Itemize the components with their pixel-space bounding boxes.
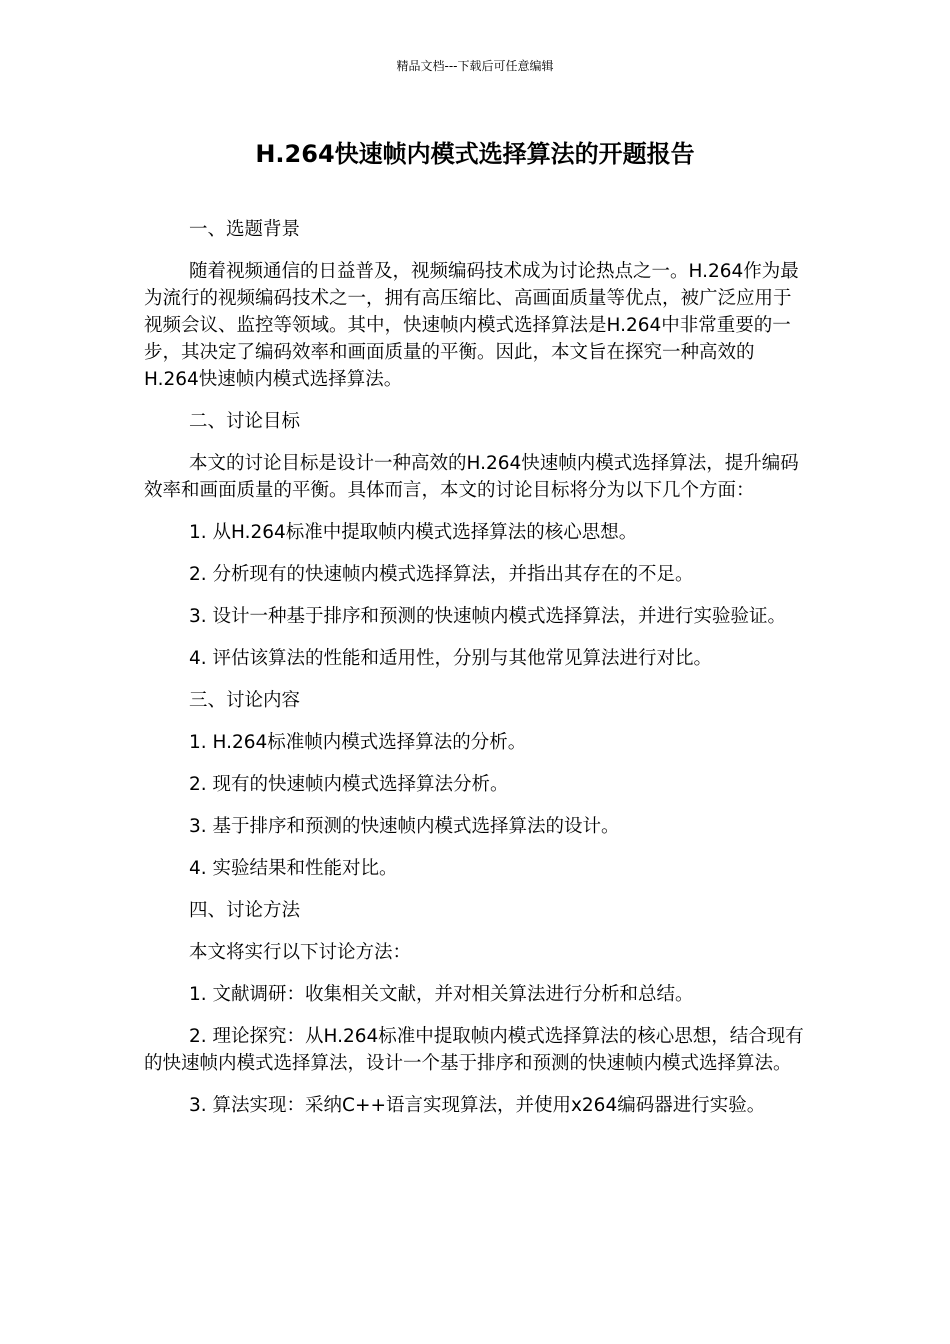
paragraph-methods-intro: 本文将实行以下讨论方法：: [189, 942, 412, 963]
header-note: 精品文档---下载后可任意编辑: [396, 59, 554, 73]
goal-item-4: 4. 评估该算法的性能和适用性，分别与其他常见算法进行对比。: [189, 648, 713, 669]
goal-item-3: 3. 设计一种基于排序和预测的快速帧内模式选择算法，并进行实验验证。: [189, 606, 787, 627]
method-item-3: 3. 算法实现：采纳C++语言实现算法，并使用x264编码器进行实验。: [189, 1095, 766, 1116]
goal-item-2: 2. 分析现有的快速帧内模式选择算法，并指出其存在的不足。: [189, 564, 694, 585]
content-item-3: 3. 基于排序和预测的快速帧内模式选择算法的设计。: [189, 816, 620, 837]
section-heading-content: 三、讨论内容: [189, 690, 301, 711]
paragraph-goals-intro: 本文的讨论目标是设计一种高效的H.264快速帧内模式选择算法，提升编码效率和画面质量的平衡。具体而言，本文的讨论目标将分为以下几个方面：: [144, 453, 799, 501]
content-item-4: 4. 实验结果和性能对比。: [189, 858, 398, 879]
goal-item-1: 1. 从H.264标准中提取帧内模式选择算法的核心思想。: [189, 522, 638, 543]
paragraph-background: 随着视频通信的日益普及，视频编码技术成为讨论热点之一。H.264作为最为流行的视频编码技术之一，拥有高压缩比、高画面质量等优点，被广泛应用于视频会议、监控等领域。其中，快速帧内模式选择算法是H.264中非常重要的一步，其决定了编码效率和画面质量的平衡。因此，本文旨在探究一种高效的H.264快速帧内模式选择算法。: [144, 261, 799, 390]
section-heading-methods: 四、讨论方法: [189, 900, 301, 921]
method-item-1: 1. 文献调研：收集相关文献，并对相关算法进行分析和总结。: [189, 984, 694, 1005]
content-item-1: 1. H.264标准帧内模式选择算法的分析。: [189, 732, 527, 753]
section-heading-background: 一、选题背景: [189, 219, 301, 240]
document-title: H.264快速帧内模式选择算法的开题报告: [255, 140, 695, 168]
content-item-2: 2. 现有的快速帧内模式选择算法分析。: [189, 774, 509, 795]
section-heading-goals: 二、讨论目标: [189, 411, 301, 432]
method-item-2: 2. 理论探究：从H.264标准中提取帧内模式选择算法的核心思想，结合现有的快速帧内模式选择算法，设计一个基于排序和预测的快速帧内模式选择算法。: [144, 1026, 804, 1074]
document-body: [144, 216, 808, 1134]
